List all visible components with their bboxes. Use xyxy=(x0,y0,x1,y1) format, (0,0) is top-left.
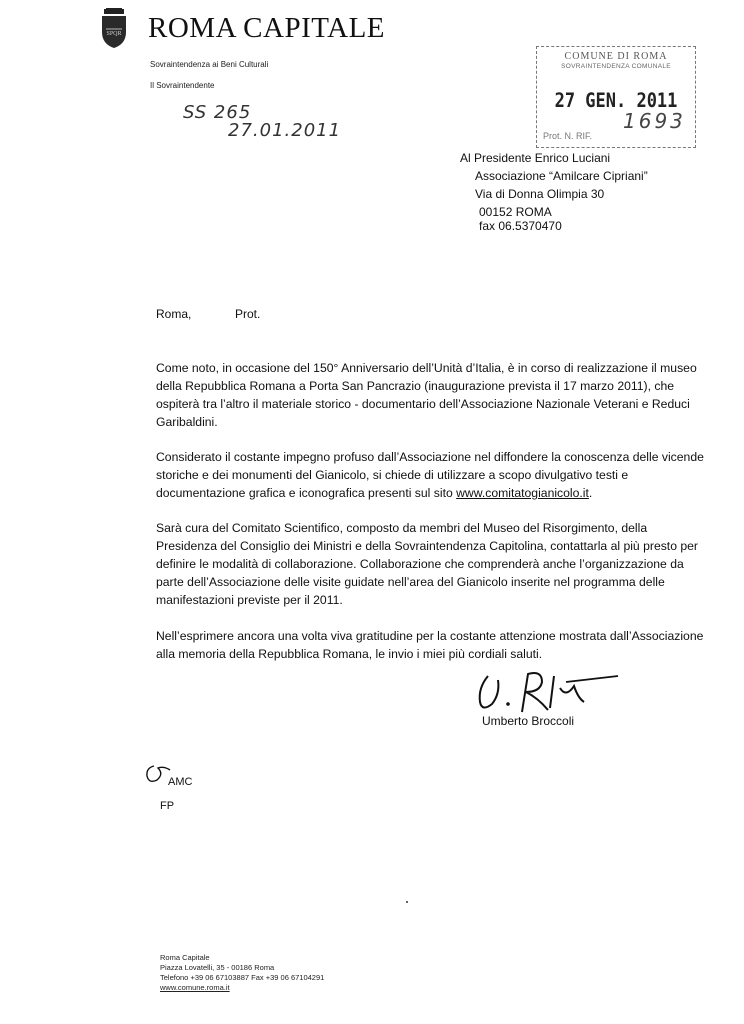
recipient-line-4: 00152 ROMA xyxy=(479,205,552,219)
body-paragraph-3-text: Sarà cura del Comitato Scientifico, composto da membri del Museo del Risorgimento, della Presidenza del Consiglio dei Ministri e della Sovraintendenza Capitolina, contattarla al più presto per definire le modalità di collaborazione. Collaborazione che comprenderà anche l’organizzazione da parte dell’Associazione delle visite guidate nell’area del Gianicolo inserite nel programma delle manifestazioni previste per il 2011. xyxy=(156,521,698,607)
stamp-date: 27 GEN. 2011 xyxy=(554,89,678,113)
recipient-line-1: Al Presidente Enrico Luciani xyxy=(460,151,611,165)
place-label: Roma, xyxy=(156,307,192,321)
website-link[interactable]: www.comitatogianicolo.it xyxy=(456,486,589,500)
footer-phone-fax: Telefono +39 06 67103887 Fax +39 06 67104291 xyxy=(160,973,325,982)
handwritten-protocol-date: 27.01.2011 xyxy=(228,120,342,141)
stamp-protocol-number: 1693 xyxy=(623,109,686,133)
body-paragraph-4-text: Nell’esprimere ancora una volta viva gratitudine per la costante attenzione mostrata dall’Associazione alla memoria della Repubblica Romana, le invio i miei più cordiali saluti. xyxy=(156,629,704,661)
initials-line-2: FP xyxy=(160,800,175,812)
body-paragraph-2-text xyxy=(156,448,708,502)
body-paragraph-2-period: . xyxy=(588,486,593,500)
footer xyxy=(160,953,324,993)
body-paragraph-2-text-main: Considerato il costante impegno profuso dall’Associazione nel diffondere la conoscenza delle vicende storiche e dei monumenti del Gianicolo, si chiede di utilizzare a scopo divulgativo testi e documentazione grafica e iconografica presenti sul sito xyxy=(156,450,704,500)
handwritten-protocol-number: SS 265 xyxy=(183,102,252,123)
footer-org: Roma Capitale xyxy=(160,953,210,962)
recipient-line-5: fax 06.5370470 xyxy=(479,219,562,233)
footer-address: Piazza Lovatelli, 35 - 00186 Roma xyxy=(160,963,275,972)
footer-website-link[interactable]: www.comune.roma.it xyxy=(160,983,230,992)
body-paragraph-1-text: Come noto, in occasione del 150° Anniversario dell’Unità d’Italia, è in corso di realizzazione il museo della Repubblica Romana a Porta San Pancrazio (inaugurazione prevista il 17 marzo 2011), che ospiterà tra l’altro il materiale storico - documentario dell’Associazione Nazionale Veterani e Reduci Garibaldini. xyxy=(156,361,697,429)
body-paragraph-3 xyxy=(156,519,708,609)
organization-name: ROMA CAPITALE xyxy=(148,12,385,44)
roma-capitale-crest-icon xyxy=(100,8,128,48)
initials-line-1: AMC xyxy=(168,776,193,788)
recipient-line-2: Associazione “Amilcare Cipriani” xyxy=(475,169,648,183)
body-paragraph-1 xyxy=(156,359,708,431)
stamp-office: SOVRAINTENDENZA COMUNALE xyxy=(561,63,671,70)
protocol-label: Prot. xyxy=(235,307,261,321)
office-name: Sovraintendenza ai Beni Culturali xyxy=(150,60,269,69)
signer-name: Umberto Broccoli xyxy=(482,714,575,728)
office-title: Il Sovraintendente xyxy=(150,81,215,90)
stamp-issuer: COMUNE DI ROMA xyxy=(564,51,668,62)
body-paragraph-2 xyxy=(156,448,708,502)
stamp-protocol-label: Prot. N. RIF. xyxy=(543,131,593,141)
recipient-line-3: Via di Donna Olimpia 30 xyxy=(475,187,605,201)
reception-stamp xyxy=(536,46,696,148)
svg-text:SPQR: SPQR xyxy=(106,31,122,37)
scan-speck xyxy=(405,900,409,904)
handwritten-signature xyxy=(470,668,620,716)
body-paragraph-4 xyxy=(156,627,708,663)
